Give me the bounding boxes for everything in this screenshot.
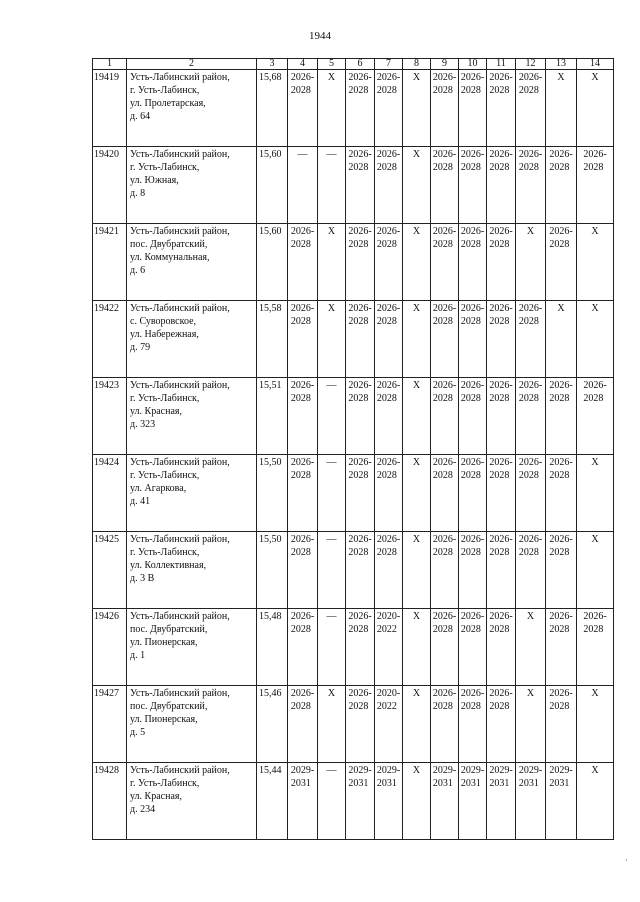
period-cell-9: 2026- 2028 — [431, 532, 459, 609]
column-header-4: 4 — [288, 59, 318, 70]
column-number-row — [93, 59, 614, 70]
period-cell-9: 2026- 2028 — [431, 455, 459, 532]
period-cell-13: 2026- 2028 — [546, 378, 577, 455]
period-cell-11: 2026- 2028 — [487, 609, 516, 686]
period-cell-14: X — [577, 70, 614, 147]
period-cell-7: 2026- 2028 — [375, 378, 403, 455]
scan-dot: · — [625, 856, 628, 865]
period-cell-13: 2029- 2031 — [546, 763, 577, 840]
period-cell-10: 2026- 2028 — [459, 378, 487, 455]
address-cell: Усть-Лабинский район, г. Усть-Лабинск, ул. Агаркова, д. 41 — [127, 455, 257, 532]
period-cell-10: 2026- 2028 — [459, 532, 487, 609]
period-cell-5: X — [318, 224, 346, 301]
period-cell-14: X — [577, 224, 614, 301]
value-cell: 15,50 — [257, 532, 288, 609]
period-cell-14: X — [577, 532, 614, 609]
period-cell-11: 2026- 2028 — [487, 455, 516, 532]
column-header-14: 14 — [577, 59, 614, 70]
address-cell: Усть-Лабинский район, пос. Двубратский, ул. Коммунальная, д. 6 — [127, 224, 257, 301]
period-cell-4: 2026- 2028 — [288, 455, 318, 532]
period-cell-12: 2026- 2028 — [516, 70, 546, 147]
column-header-2: 2 — [127, 59, 257, 70]
value-cell: 15,50 — [257, 455, 288, 532]
address-cell: Усть-Лабинский район, г. Усть-Лабинск, ул. Пролетарская, д. 64 — [127, 70, 257, 147]
value-cell: 15,60 — [257, 147, 288, 224]
period-cell-6: 2026- 2028 — [346, 532, 375, 609]
period-cell-9: 2026- 2028 — [431, 224, 459, 301]
period-cell-8: X — [403, 301, 431, 378]
period-cell-14: X — [577, 301, 614, 378]
record-number: 19419 — [93, 70, 127, 147]
period-cell-5: X — [318, 301, 346, 378]
table-body — [93, 59, 614, 840]
period-cell-5: — — [318, 532, 346, 609]
period-cell-7: 2026- 2028 — [375, 147, 403, 224]
column-header-13: 13 — [546, 59, 577, 70]
period-cell-8: X — [403, 686, 431, 763]
table-row — [93, 224, 614, 301]
period-cell-5: — — [318, 609, 346, 686]
period-cell-11: 2026- 2028 — [487, 378, 516, 455]
record-number: 19426 — [93, 609, 127, 686]
column-header-3: 3 — [257, 59, 288, 70]
period-cell-13: 2026- 2028 — [546, 455, 577, 532]
page-number: 1944 — [309, 30, 331, 42]
period-cell-9: 2026- 2028 — [431, 686, 459, 763]
column-header-8: 8 — [403, 59, 431, 70]
period-cell-7: 2029- 2031 — [375, 763, 403, 840]
period-cell-6: 2026- 2028 — [346, 609, 375, 686]
column-header-9: 9 — [431, 59, 459, 70]
table-row — [93, 301, 614, 378]
period-cell-11: 2026- 2028 — [487, 147, 516, 224]
period-cell-9: 2026- 2028 — [431, 147, 459, 224]
period-cell-7: 2026- 2028 — [375, 70, 403, 147]
table-row — [93, 763, 614, 840]
period-cell-6: 2026- 2028 — [346, 147, 375, 224]
period-cell-13: X — [546, 301, 577, 378]
period-cell-6: 2026- 2028 — [346, 70, 375, 147]
period-cell-14: 2026- 2028 — [577, 378, 614, 455]
period-cell-12: 2026- 2028 — [516, 147, 546, 224]
record-number: 19427 — [93, 686, 127, 763]
period-cell-5: — — [318, 378, 346, 455]
address-cell: Усть-Лабинский район, г. Усть-Лабинск, ул. Красная, д. 323 — [127, 378, 257, 455]
period-cell-13: 2026- 2028 — [546, 532, 577, 609]
period-cell-6: 2026- 2028 — [346, 224, 375, 301]
period-cell-4: 2026- 2028 — [288, 224, 318, 301]
address-cell: Усть-Лабинский район, пос. Двубратский, ул. Пионерская, д. 1 — [127, 609, 257, 686]
table-row — [93, 147, 614, 224]
column-header-5: 5 — [318, 59, 346, 70]
period-cell-6: 2026- 2028 — [346, 686, 375, 763]
address-cell: Усть-Лабинский район, пос. Двубратский, ул. Пионерская, д. 5 — [127, 686, 257, 763]
period-cell-10: 2029- 2031 — [459, 763, 487, 840]
period-cell-14: X — [577, 455, 614, 532]
period-cell-13: 2026- 2028 — [546, 686, 577, 763]
period-cell-8: X — [403, 455, 431, 532]
period-cell-5: X — [318, 686, 346, 763]
address-cell: Усть-Лабинский район, г. Усть-Лабинск, ул. Красная, д. 234 — [127, 763, 257, 840]
period-cell-14: X — [577, 686, 614, 763]
column-header-12: 12 — [516, 59, 546, 70]
period-cell-12: X — [516, 686, 546, 763]
table-row — [93, 609, 614, 686]
period-cell-13: X — [546, 70, 577, 147]
column-header-11: 11 — [487, 59, 516, 70]
record-number: 19420 — [93, 147, 127, 224]
period-cell-9: 2029- 2031 — [431, 763, 459, 840]
period-cell-13: 2026- 2028 — [546, 147, 577, 224]
period-cell-8: X — [403, 70, 431, 147]
period-cell-4: 2026- 2028 — [288, 301, 318, 378]
period-cell-12: 2029- 2031 — [516, 763, 546, 840]
period-cell-10: 2026- 2028 — [459, 301, 487, 378]
period-cell-4: — — [288, 147, 318, 224]
address-cell: Усть-Лабинский район, г. Усть-Лабинск, ул. Южная, д. 8 — [127, 147, 257, 224]
record-number: 19421 — [93, 224, 127, 301]
period-cell-5: X — [318, 70, 346, 147]
column-header-7: 7 — [375, 59, 403, 70]
period-cell-7: 2026- 2028 — [375, 224, 403, 301]
period-cell-12: X — [516, 609, 546, 686]
period-cell-8: X — [403, 224, 431, 301]
period-cell-11: 2026- 2028 — [487, 686, 516, 763]
address-cell: Усть-Лабинский район, г. Усть-Лабинск, ул. Коллективная, д. 3 В — [127, 532, 257, 609]
period-cell-7: 2026- 2028 — [375, 301, 403, 378]
register-table — [92, 58, 614, 840]
record-number: 19425 — [93, 532, 127, 609]
period-cell-4: 2026- 2028 — [288, 686, 318, 763]
period-cell-9: 2026- 2028 — [431, 609, 459, 686]
column-header-1: 1 — [93, 59, 127, 70]
record-number: 19424 — [93, 455, 127, 532]
period-cell-4: 2026- 2028 — [288, 609, 318, 686]
value-cell: 15,60 — [257, 224, 288, 301]
column-header-10: 10 — [459, 59, 487, 70]
period-cell-9: 2026- 2028 — [431, 301, 459, 378]
period-cell-13: 2026- 2028 — [546, 609, 577, 686]
period-cell-6: 2026- 2028 — [346, 378, 375, 455]
period-cell-13: 2026- 2028 — [546, 224, 577, 301]
value-cell: 15,58 — [257, 301, 288, 378]
period-cell-12: X — [516, 224, 546, 301]
value-cell: 15,68 — [257, 70, 288, 147]
value-cell: 15,46 — [257, 686, 288, 763]
period-cell-8: X — [403, 147, 431, 224]
table-row — [93, 686, 614, 763]
period-cell-8: X — [403, 763, 431, 840]
period-cell-8: X — [403, 532, 431, 609]
period-cell-10: 2026- 2028 — [459, 686, 487, 763]
period-cell-7: 2020- 2022 — [375, 686, 403, 763]
period-cell-6: 2026- 2028 — [346, 455, 375, 532]
value-cell: 15,44 — [257, 763, 288, 840]
period-cell-8: X — [403, 609, 431, 686]
period-cell-5: — — [318, 147, 346, 224]
period-cell-7: 2020- 2022 — [375, 609, 403, 686]
table-row — [93, 532, 614, 609]
period-cell-11: 2026- 2028 — [487, 224, 516, 301]
period-cell-7: 2026- 2028 — [375, 532, 403, 609]
record-number: 19423 — [93, 378, 127, 455]
column-header-6: 6 — [346, 59, 375, 70]
period-cell-10: 2026- 2028 — [459, 455, 487, 532]
period-cell-5: — — [318, 455, 346, 532]
period-cell-11: 2026- 2028 — [487, 70, 516, 147]
table-row — [93, 378, 614, 455]
period-cell-10: 2026- 2028 — [459, 70, 487, 147]
address-cell: Усть-Лабинский район, с. Суворовское, ул. Набережная, д. 79 — [127, 301, 257, 378]
period-cell-4: 2026- 2028 — [288, 70, 318, 147]
period-cell-12: 2026- 2028 — [516, 301, 546, 378]
period-cell-12: 2026- 2028 — [516, 532, 546, 609]
period-cell-10: 2026- 2028 — [459, 147, 487, 224]
period-cell-10: 2026- 2028 — [459, 609, 487, 686]
period-cell-6: 2026- 2028 — [346, 301, 375, 378]
period-cell-8: X — [403, 378, 431, 455]
period-cell-10: 2026- 2028 — [459, 224, 487, 301]
period-cell-14: 2026- 2028 — [577, 147, 614, 224]
period-cell-7: 2026- 2028 — [375, 455, 403, 532]
period-cell-6: 2029- 2031 — [346, 763, 375, 840]
period-cell-11: 2026- 2028 — [487, 301, 516, 378]
record-number: 19422 — [93, 301, 127, 378]
value-cell: 15,48 — [257, 609, 288, 686]
period-cell-11: 2026- 2028 — [487, 532, 516, 609]
period-cell-12: 2026- 2028 — [516, 455, 546, 532]
period-cell-4: 2029- 2031 — [288, 763, 318, 840]
period-cell-12: 2026- 2028 — [516, 378, 546, 455]
table-row — [93, 70, 614, 147]
record-number: 19428 — [93, 763, 127, 840]
period-cell-14: X — [577, 763, 614, 840]
value-cell: 15,51 — [257, 378, 288, 455]
period-cell-4: 2026- 2028 — [288, 378, 318, 455]
period-cell-4: 2026- 2028 — [288, 532, 318, 609]
period-cell-9: 2026- 2028 — [431, 378, 459, 455]
period-cell-5: — — [318, 763, 346, 840]
period-cell-11: 2029- 2031 — [487, 763, 516, 840]
table-row — [93, 455, 614, 532]
period-cell-9: 2026- 2028 — [431, 70, 459, 147]
period-cell-14: 2026- 2028 — [577, 609, 614, 686]
